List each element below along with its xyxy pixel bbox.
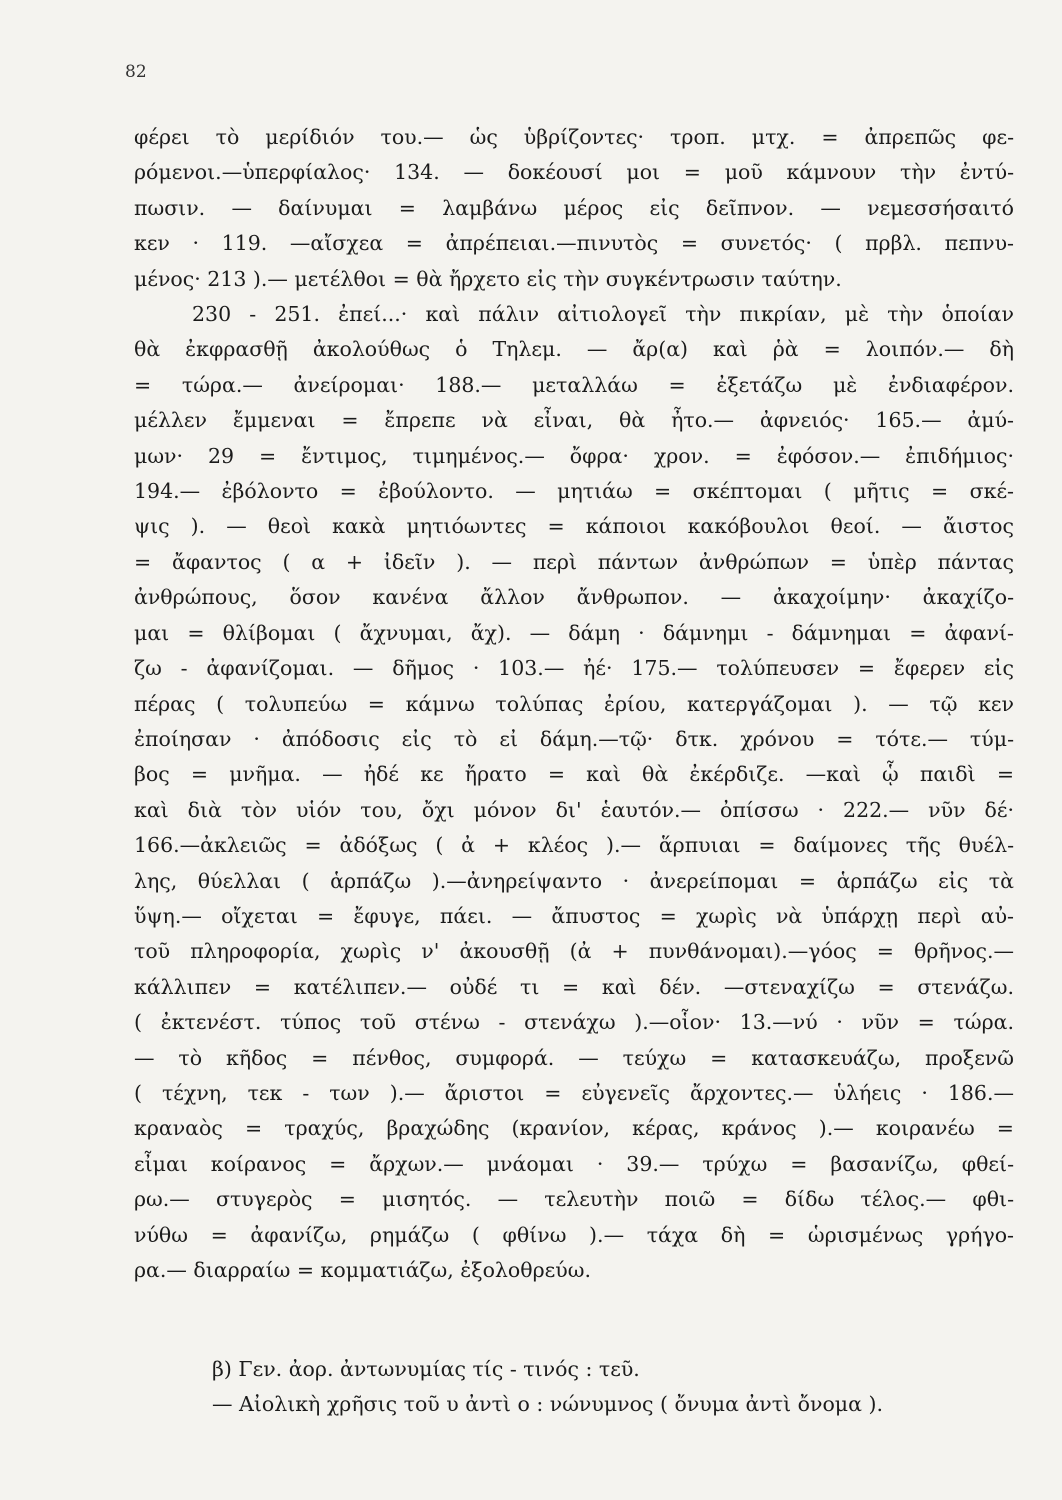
text-line: κάλλιπεν = κατέλιπεν.— οὐδέ τι = καὶ δέν. —στεναχίζω = στενάζω. (134, 974, 1014, 999)
text-line: βος = μνῆμα. — ἠδέ κε ἤρατο = καὶ θὰ ἐκέρδιζε. —καὶ ᾧ παιδὶ = (134, 762, 1014, 787)
text-line: ( τέχνη, τεκ - των ).— ἄριστοι = εὐγενεῖς ἄρχοντες.— ὑλήεις · 186.— (134, 1080, 1014, 1105)
text-line: = ἄφαντος ( α + ἰδεῖν ). — περὶ πάντων ἀνθρώπων = ὑπὲρ πάντας (134, 549, 1014, 574)
text-line: λης, θύελλαι ( ἁρπάζω ).—ἀνηρείψαντο · ἀνερείπομαι = ἁρπάζω εἰς τὰ (134, 868, 1014, 893)
text-line: 230 - 251. ἐπεί...· καὶ πάλιν αἰτιολογεῖ τὴν πικρίαν, μὲ τὴν ὁποίαν (192, 302, 1014, 327)
text-line: ἐποίησαν · ἀπόδοσις εἰς τὸ εἰ δάμη.—τῷ· δτκ. χρόνου = τότε.— τύμ- (134, 726, 1014, 751)
text-line: μένος· 213 ).— μετέλθοι = θὰ ἤρχετο εἰς τὴν συγκέντρωσιν ταύτην. (134, 266, 842, 291)
text-line: ψις ). — θεοὶ κακὰ μητιόωντες = κάποιοι κακόβουλοι θεοί. — ἄιστος (134, 514, 1014, 539)
text-line: ρα.— διαρραίω = κομματιάζω, ἐξολοθρεύω. (134, 1258, 591, 1282)
text-line: πέρας ( τολυπεύω = κάμνω τολύπας ἐρίου, κατεργάζομαι ). — τῷ κεν (134, 691, 1014, 716)
text-line: μων· 29 = ἔντιμος, τιμημένος.— ὄφρα· χρον. = ἐφόσον.— ἐπιδήμιος· (134, 443, 1014, 468)
text-line: φέρει τὸ μερίδιόν του.— ὡς ὑβρίζοντες· τροπ. μτχ. = ἀπρεπῶς φε- (134, 125, 1014, 149)
text-line: ( ἐκτενέστ. τύπος τοῦ στένω - στενάχω ).—οἷον· 13.—νύ · νῦν = τώρα. (134, 1010, 1014, 1035)
text-line: ζω - ἀφανίζομαι. — δῆμος · 103.— ἠέ· 175.— τολύπευσεν = ἔφερεν εἰς (134, 656, 1014, 681)
page-number: 82 (125, 62, 147, 82)
text-line: θὰ ἐκφρασθῇ ἀκολούθως ὁ Τηλεμ. — ἄρ(α) καὶ ῥὰ = λοιπόν.— δὴ (134, 337, 1014, 362)
text-line: νύθω = ἀφανίζω, ρημάζω ( φθίνω ).— τάχα δὴ = ὡρισμένως γρήγο- (134, 1222, 1014, 1247)
text-line: μέλλεν ἔμμεναι = ἔπρεπε νὰ εἶναι, θὰ ἦτο.— ἀφνειός· 165.— ἀμύ- (134, 408, 1014, 433)
footnote-line: β) Γεν. ἀορ. ἀντωνυμίας τίς - τινός : τεῦ. (212, 1357, 640, 1381)
text-line: πωσιν. — δαίνυμαι = λαμβάνω μέρος εἰς δεῖπνον. — νεμεσσήσαιτό (134, 195, 1014, 220)
text-line: καὶ διὰ τὸν υἱόν του, ὄχι μόνον δι' ἑαυτόν.— ὀπίσσω · 222.— νῦν δέ· (134, 797, 1014, 822)
text-line: κραναὸς = τραχύς, βραχώδης (κρανίον, κέρας, κράνος ).— κοιρανέω = (134, 1116, 1014, 1141)
text-line: = τώρα.— ἀνείρομαι· 188.— μεταλλάω = ἐξετάζω μὲ ἐνδιαφέρον. (134, 372, 1014, 397)
text-line: — τὸ κῆδος = πένθος, συμφορά. — τεύχω = κατασκευάζω, προξενῶ (134, 1045, 1014, 1070)
text-line: τοῦ πληροφορία, χωρὶς ν' ἀκουσθῇ (ἀ + πυνθάνομαι).—γόος = θρῆνος.— (134, 939, 1014, 964)
text-line: ἀνθρώπους, ὅσον κανένα ἄλλον ἄνθρωπον. — ἀκαχοίμην· ἀκαχίζο- (134, 585, 1014, 610)
text-line: κεν · 119. —αἴσχεα = ἀπρέπειαι.—πινυτὸς = συνετός· ( πρβλ. πεπνυ- (134, 231, 1014, 256)
text-line: εἶμαι κοίρανος = ἄρχων.— μνάομαι · 39.— τρύχω = βασανίζω, φθεί- (134, 1151, 1014, 1176)
text-line: ρω.— στυγερὸς = μισητός. — τελευτὴν ποιῶ = δίδω τέλος.— φθι- (134, 1187, 1014, 1212)
text-line: 194.— ἐβόλοντο = ἐβούλοντο. — μητιάω = σκέπτομαι ( μῆτις = σκέ- (134, 479, 1014, 504)
text-line: ὕψη.— οἴχεται = ἔφυγε, πάει. — ἄπυστος = χωρὶς νὰ ὑπάρχῃ περὶ αὐ- (134, 903, 1014, 928)
text-line: 166.—ἀκλειῶς = ἀδόξως ( ἀ + κλέος ).— ἅρπυιαι = δαίμονες τῆς θυέλ- (134, 833, 1014, 858)
commentary-text (134, 120, 1014, 1288)
text-line: μαι = θλίβομαι ( ἄχνυμαι, ἄχ). — δάμη · δάμνημι - δάμνημαι = ἀφανί- (134, 620, 1014, 645)
footnote-line: — Αἰολικὴ χρῆσις τοῦ υ ἀντὶ ο : νώνυμνος ( ὄνυμα ἀντὶ ὄνομα ). (212, 1392, 883, 1416)
text-line: ρόμενοι.—ὑπερφίαλος· 134. — δοκέουσί μοι = μοῦ κάμνουν τὴν ἐντύ- (134, 160, 1014, 185)
footnote-section (212, 1352, 1012, 1422)
